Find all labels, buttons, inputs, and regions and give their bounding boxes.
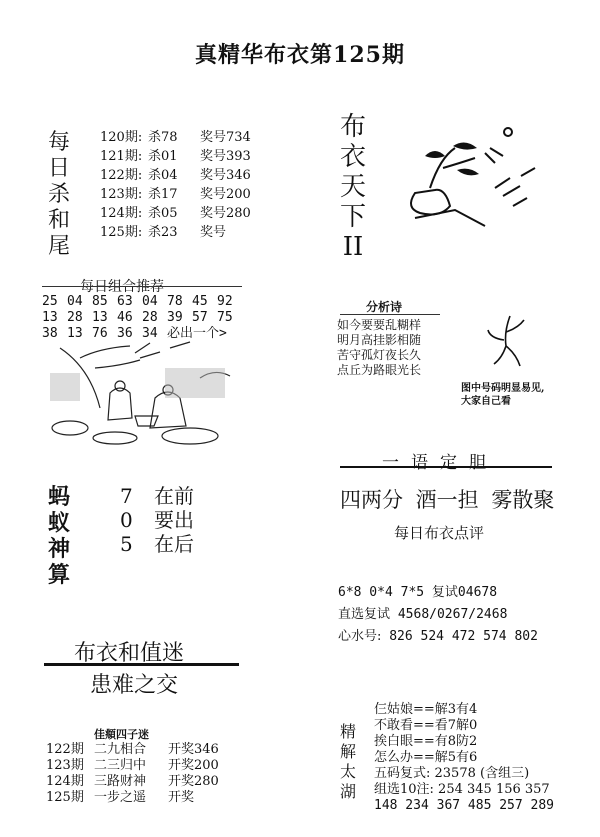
yuding-title: 一语定胆 [382, 453, 498, 473]
scholars-illustration [40, 338, 240, 448]
plant-rock-illustration [395, 118, 545, 228]
list-item: 124期 三路财神 开奖280 [46, 774, 219, 789]
poem-body [337, 318, 445, 378]
poem-line: 明月高挂影相随 [337, 333, 422, 347]
label-char: 天 [339, 172, 366, 202]
daily-kill-vertical-label [46, 130, 72, 260]
label-char: 下 [339, 202, 366, 232]
label-char: 算 [47, 562, 70, 588]
label-char: 日 [47, 156, 70, 181]
list-item: 怎么办==解5有6 [374, 750, 478, 765]
combo-row: 25 04 85 63 04 78 45 92 [42, 294, 233, 309]
list-item: 7 在前 [120, 484, 194, 508]
poem-title: 分析诗 [366, 300, 403, 314]
list-item: 124期: 杀05 奖号280 [100, 206, 251, 221]
code-line: 心水号: 826 524 472 574 802 [338, 629, 538, 644]
figure-sketch [480, 312, 530, 370]
list-item: 148 234 367 485 257 289 [374, 798, 555, 813]
code-line: 直选复试 4568/0267/2468 [338, 607, 508, 622]
label-char: 杀 [47, 182, 70, 207]
mystery-list [46, 742, 219, 806]
ant-god-list [120, 484, 194, 556]
divider [340, 466, 552, 468]
hint-text: 图中号码明显易见, 大家自己看 [461, 383, 545, 407]
label-char: 每 [47, 130, 70, 155]
list-item: 121期: 杀01 奖号393 [100, 149, 251, 164]
riddles-list [374, 702, 554, 814]
list-item: 125期: 杀23 奖号 [100, 225, 227, 240]
list-item: 组选10注: 254 345 156 357 [374, 782, 550, 797]
label-char: 神 [47, 536, 70, 562]
list-item: 0 要出 [120, 508, 194, 532]
jingjie-label: 精 解 太 湖 [339, 722, 356, 801]
list-item: 5 在后 [120, 532, 194, 556]
list-item: 125期 一步之遥 开奖 [46, 790, 195, 805]
list-item: 123期 二三归中 开奖200 [46, 758, 219, 773]
label-char: 蚁 [47, 510, 70, 536]
list-item: 挨白眼==有8防2 [374, 734, 478, 749]
divider [340, 314, 440, 315]
siliang-text: 四两分 酒一担 雾散聚 [340, 488, 555, 512]
combo-row: 38 13 76 36 34 必出一个> [42, 326, 227, 341]
dianping-title: 每日布衣点评 [394, 524, 485, 542]
divider [44, 663, 239, 666]
label-char: II [342, 232, 364, 262]
combo-grid [42, 294, 242, 342]
label-char: 尾 [47, 234, 70, 259]
list-item: 仨姑娘==解3有4 [374, 702, 478, 717]
buyi-subtitle: 患难之交 [90, 673, 179, 698]
list-item: 120期: 杀78 奖号734 [100, 130, 251, 145]
codes-block [338, 582, 538, 648]
divider [42, 286, 242, 287]
list-item: 不敢看==看7解0 [374, 718, 478, 733]
daily-kill-list [100, 128, 251, 242]
label-char: 和 [47, 208, 70, 233]
poem-line: 如今要要乱糊样 [337, 318, 422, 332]
poem-line: 点丘为路眼光长 [337, 363, 422, 377]
list-item: 122期 二九相合 开奖346 [46, 742, 219, 757]
list-item: 五码复式: 23578 (含组三) [374, 766, 530, 781]
label-char: 衣 [339, 142, 366, 172]
right-vertical-title [338, 112, 368, 262]
buyi-title: 布衣和值迷 [74, 641, 185, 666]
list-item: 122期: 杀04 奖号346 [100, 168, 251, 183]
label-char: 蚂 [47, 484, 70, 510]
page-title: 真精华布衣第125期 [195, 42, 405, 68]
combo-row: 13 28 13 46 28 39 57 75 [42, 310, 233, 325]
combo-title: 每日组合推荐 [80, 279, 164, 295]
label-char: 布 [339, 112, 366, 142]
mystery-title: 佳頫四子迷 [94, 728, 149, 741]
code-line: 6*8 0*4 7*5 复试04678 [338, 585, 498, 600]
ant-god-label [46, 484, 72, 588]
poem-line: 苦守孤灯夜长久 [337, 348, 422, 362]
list-item: 123期: 杀17 奖号200 [100, 187, 251, 202]
